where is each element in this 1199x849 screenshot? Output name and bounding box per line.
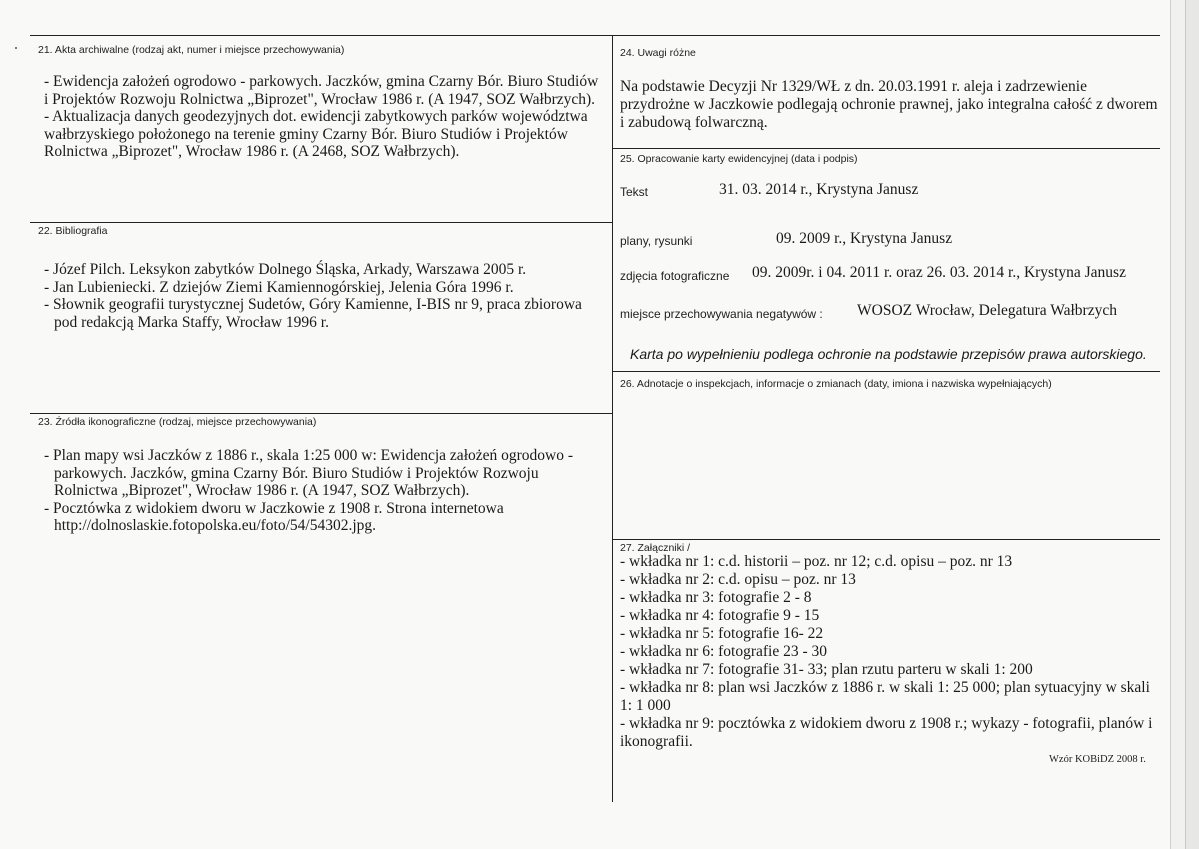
s22-line-4: pod redakcją Marka Staffy, Wrocław 1996 r. bbox=[54, 313, 329, 331]
rule-s25-s26 bbox=[612, 371, 1160, 372]
s24-line-1: Na podstawie Decyzji Nr 1329/WŁ z dn. 20.03.1991 r. aleja i zadrzewienie bbox=[620, 78, 1087, 95]
s21-line-2: i Projektów Rozwoju Rolnictwa „Biprozet", Wrocław 1986 r. (A 1947, SOZ Wałbrzych). bbox=[44, 90, 596, 108]
s21-line-3: - Aktualizacja danych geodezyjnych dot. ewidencji zabytkowych parków województwa bbox=[44, 108, 588, 125]
s25-plany-value-wrap bbox=[776, 230, 952, 248]
s27-label: 27. Załączniki / bbox=[620, 542, 691, 554]
s25-negatywy-label: miejsce przechowywania negatywów : bbox=[620, 307, 823, 321]
s21-line-5: Rolnictwa „Biprozet", Wrocław 1986 r. (A 2468, SOZ Wałbrzych). bbox=[44, 143, 460, 160]
s27-line-3: - wkładka nr 3: fotografie 2 - 8 bbox=[620, 589, 812, 606]
s27-line-8: - wkładka nr 8: plan wsi Jaczków z 1886 r. w skali 1: 25 000; plan sytuacyjny w skali bbox=[620, 679, 1150, 696]
s27-line-2: - wkładka nr 2: c.d. opisu – poz. nr 13 bbox=[620, 571, 856, 588]
form-template-footer: Wzór KOBiDZ 2008 r. bbox=[1049, 754, 1146, 765]
s26-label: 26. Adnotacje o inspekcjach, informacje o zmianach (daty, imiona i nazwiska wypełniających) bbox=[620, 378, 1052, 390]
rule-s21-s22 bbox=[30, 222, 612, 223]
s25-negatywy-value-wrap bbox=[857, 302, 1117, 320]
s25-tekst-value-wrap bbox=[719, 181, 918, 199]
s27-line-11: ikonografii. bbox=[620, 733, 693, 750]
s22-line-1: - Józef Pilch. Leksykon zabytków Dolnego Śląska, Arkady, Warszawa 2005 r. bbox=[44, 261, 527, 278]
s25-copyright-note: Karta po wypełnieniu podlega ochronie na podstawie przepisów prawa autorskiego. bbox=[630, 346, 1147, 362]
s27-line-10: - wkładka nr 9: pocztówka z widokiem dworu z 1908 r.; wykazy - fotografii, planów i bbox=[620, 715, 1153, 732]
s22-label: 22. Bibliografia bbox=[38, 225, 108, 237]
s22-line-2: - Jan Lubieniecki. Z dziejów Ziemi Kamiennogórskiej, Jelenia Góra 1996 r. bbox=[44, 278, 514, 296]
s23-label: 23. Źródła ikonograficzne (rodzaj, miejsce przechowywania) bbox=[38, 416, 317, 428]
s21-line-4: wałbrzyskiego położonego na terenie gminy Czarny Bór. Biuro Studiów i Projektów bbox=[44, 125, 568, 143]
s21-label: 21. Akta archiwalne (rodzaj akt, numer i miejsce przechowywania) bbox=[38, 44, 345, 56]
s27-line-7: - wkładka nr 7: fotografie 31- 33; plan rzutu parteru w skali 1: 200 bbox=[620, 661, 1033, 678]
column-divider bbox=[612, 35, 613, 802]
s27-line-4: - wkładka nr 4: fotografie 9 - 15 bbox=[620, 607, 820, 624]
rule-s22-s23 bbox=[30, 413, 612, 414]
top-rule bbox=[30, 35, 1160, 36]
s27-line-6: - wkładka nr 6: fotografie 23 - 30 bbox=[620, 643, 828, 660]
s25-negatywy-row bbox=[620, 305, 823, 323]
s25-zdjecia-value-wrap bbox=[752, 264, 1126, 282]
s27-line-9: 1: 1 000 bbox=[620, 697, 671, 714]
s27-line-1: - wkładka nr 1: c.d. historii – poz. nr 12; c.d. opisu – poz. nr 13 bbox=[620, 553, 1013, 570]
s23-line-1: - Plan mapy wsi Jaczków z 1886 r., skala 1:25 000 w: Ewidencja założeń ogrodowo - bbox=[44, 447, 574, 464]
s23-line-3: Rolnictwa „Biprozet", Wrocław 1986 r. (A 1947, SOZ Wałbrzych). bbox=[54, 482, 470, 499]
s25-negatywy-value: WOSOZ Wrocław, Delegatura Wałbrzych bbox=[857, 302, 1117, 319]
paper-edge-1 bbox=[1170, 0, 1185, 849]
s22-line-3: - Słownik geografii turystycznej Sudetów, Góry Kamienne, I-BIS nr 9, praca zbiorowa bbox=[44, 296, 582, 313]
s25-tekst-label: Tekst bbox=[620, 185, 649, 199]
s23-line-4: - Pocztówka z widokiem dworu w Jaczkowie z 1908 r. Strona internetowa bbox=[44, 499, 504, 517]
s25-zdjecia-label: zdjęcia fotograficzne bbox=[620, 269, 730, 283]
s25-label: 25. Opracowanie karty ewidencyjnej (data i podpis) bbox=[620, 153, 858, 165]
s25-zdjecia-value: 09. 2009r. i 04. 2011 r. oraz 26. 03. 2014 r., Krystyna Janusz bbox=[752, 264, 1126, 281]
s25-zdjecia-row bbox=[620, 267, 729, 285]
paper-edge-2 bbox=[1185, 0, 1199, 849]
s23-line-5: http://dolnoslaskie.fotopolska.eu/foto/54/54302.jpg. bbox=[54, 517, 377, 534]
rule-s24-s25 bbox=[612, 148, 1160, 149]
s24-line-3: i zabudową folwarczną. bbox=[620, 114, 768, 131]
s23-line-2: parkowych. Jaczków, gmina Czarny Bór. Biuro Studiów i Projektów Rozwoju bbox=[54, 464, 539, 482]
s27-line-5: - wkładka nr 5: fotografie 16- 22 bbox=[620, 625, 824, 642]
rule-s26-s27 bbox=[612, 539, 1160, 540]
s25-plany-row bbox=[620, 232, 692, 250]
s21-line-1: - Ewidencja założeń ogrodowo - parkowych. Jaczków, gmina Czarny Bór. Biuro Studiów bbox=[44, 73, 599, 90]
s25-tekst-row bbox=[620, 183, 648, 201]
s24-line-2: przydrożne w Jaczkowie podlegają ochronie prawnej, jako integralna całość z dworem bbox=[620, 96, 1158, 113]
s25-plany-value: 09. 2009 r., Krystyna Janusz bbox=[776, 230, 953, 247]
scan-dot bbox=[15, 47, 17, 49]
s25-plany-label: plany, rysunki bbox=[620, 234, 693, 248]
s24-label: 24. Uwagi różne bbox=[620, 47, 696, 59]
s25-tekst-value: 31. 03. 2014 r., Krystyna Janusz bbox=[719, 181, 919, 198]
